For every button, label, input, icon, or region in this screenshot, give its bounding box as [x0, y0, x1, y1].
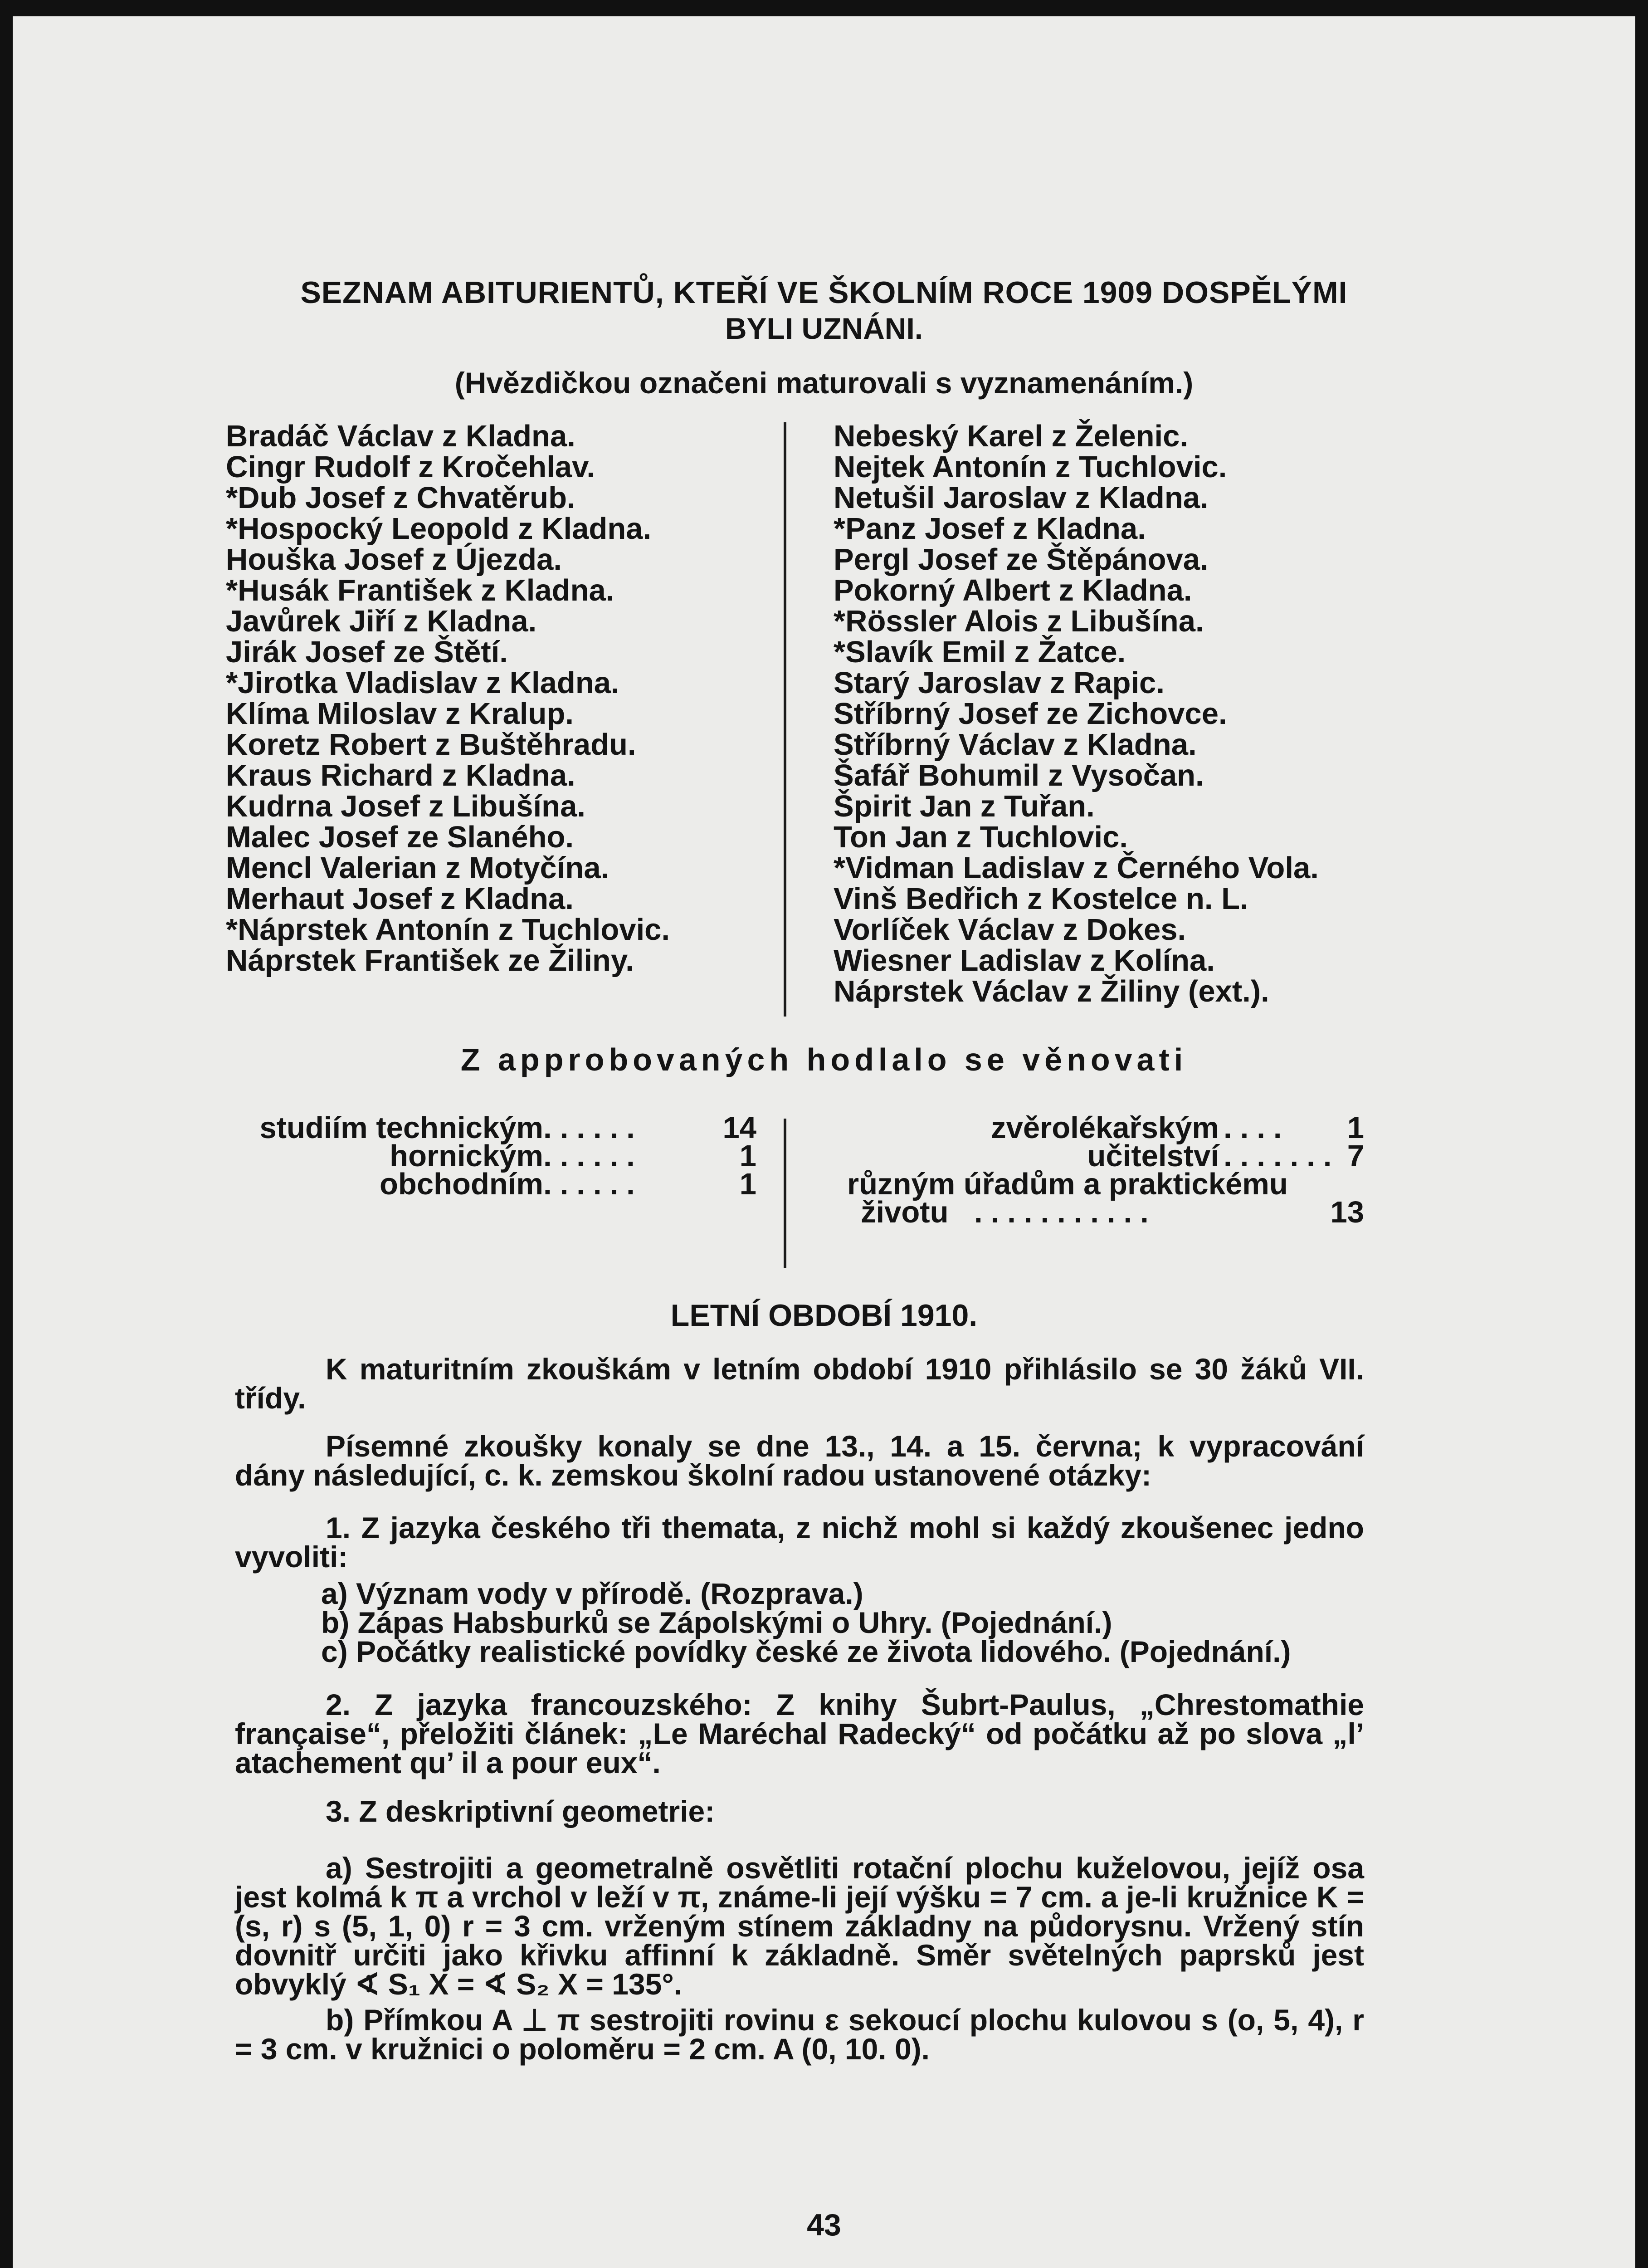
- list-title-continued: BYLI UZNÁNI.: [725, 312, 923, 345]
- list-item: *Vidman Ladislav z Černého Vola.: [834, 851, 1319, 885]
- paragraph-written-exams: Písemné zkoušky konaly se dne 13., 14. a 15. června; k vypracování dány následující, c. k. zemskou školní radou ustanovené otázky:: [235, 1429, 1364, 1492]
- list-item: Šafář Bohumil z Vysočan.: [834, 758, 1204, 792]
- list-item: Malec Josef ze Slaného.: [226, 820, 574, 854]
- list-item: *Dub Josef z Chvatěrub.: [226, 481, 575, 515]
- list-item: Špirit Jan z Tuřan.: [834, 789, 1095, 823]
- stat-value: 1: [739, 1139, 756, 1173]
- list-item: Nebeský Karel z Želenic.: [834, 419, 1189, 453]
- list-title: SEZNAM ABITURIENTŮ, KTEŘÍ VE ŠKOLNÍM ROCE 1909 DOSPĚLÝMI: [300, 275, 1348, 310]
- stat-value: 14: [722, 1111, 756, 1145]
- section-heading: LETNÍ OBDOBÍ 1910.: [670, 1298, 978, 1333]
- stat-dots: ......: [543, 1167, 643, 1201]
- list-item: a) Význam vody v přírodě. (Rozprava.): [321, 1577, 863, 1610]
- list-item: Klíma Miloslav z Kralup.: [226, 697, 574, 731]
- list-item: *Slavík Emil z Žatce.: [834, 635, 1126, 669]
- document-page: [13, 16, 1635, 2268]
- stat-row: [13, 1167, 784, 1201]
- list-item: Stříbrný Josef ze Zichovce.: [834, 697, 1227, 731]
- list-item: Bradáč Václav z Kladna.: [226, 419, 575, 453]
- list-item: Stříbrný Václav z Kladna.: [834, 728, 1197, 762]
- stat-row: [793, 1195, 1364, 1229]
- stat-label: různým úřadům a praktickému: [847, 1167, 1288, 1201]
- stat-value: 1: [1347, 1111, 1364, 1145]
- list-item: Kudrna Josef z Libušína.: [226, 789, 585, 823]
- stat-label: hornickým: [390, 1139, 543, 1173]
- stat-dots: .......: [1224, 1139, 1340, 1173]
- list-item: Kraus Richard z Kladna.: [226, 758, 575, 792]
- paragraph-czech: 1. Z jazyka českého tři themata, z nichž mohl si každý zkoušenec jedno vyvoliti:: [235, 1511, 1364, 1574]
- list-item: Koretz Robert z Buštěhradu.: [226, 728, 636, 762]
- list-item: *Rössler Alois z Libušína.: [834, 604, 1204, 638]
- list-item: *Jirotka Vladislav z Kladna.: [226, 666, 619, 700]
- stat-dots: ...........: [974, 1195, 1157, 1229]
- stat-row: [13, 1111, 784, 1145]
- list-item: *Panz Josef z Kladna.: [834, 512, 1146, 546]
- list-item: Mencl Valerian z Motyčína.: [226, 851, 609, 885]
- page-number: 43: [807, 2208, 841, 2242]
- stat-row: [793, 1111, 1364, 1145]
- czech-themes: [321, 1579, 1291, 1666]
- stat-dots: ......: [543, 1111, 643, 1145]
- stat-label: studiím technickým: [259, 1111, 543, 1145]
- honors-note: (Hvězdičkou označeni maturovali s vyznamenáním.): [454, 366, 1194, 400]
- list-item: *Husák František z Kladna.: [226, 573, 614, 607]
- stat-row: [793, 1139, 1364, 1173]
- list-item: Starý Jaroslav z Rapic.: [834, 666, 1165, 700]
- paragraph-french: 2. Z jazyka francouzského: Z knihy Šubrt-Paulus, „Chrestomathie française“, přeložiti článek: „Le Maréchal Radecký“ od počátku až po slova „l’ atachement qu’ il a pour eux“.: [235, 1688, 1364, 1779]
- column-divider: [784, 422, 786, 1017]
- stat-label: zvěrolékařským: [991, 1111, 1219, 1145]
- list-item: *Hospocký Leopold z Kladna.: [226, 512, 652, 546]
- paragraph-geometry: 3. Z deskriptivní geometrie:: [326, 1794, 715, 1828]
- list-item: Merhaut Josef z Kladna.: [226, 882, 574, 916]
- list-item: Javůrek Jiří z Kladna.: [226, 604, 537, 638]
- list-item: *Náprstek Antonín z Tuchlovic.: [226, 913, 670, 947]
- stat-row: [13, 1139, 784, 1173]
- students-left-column: [226, 421, 670, 976]
- approbation-heading: Z approbovaných hodlalo se věnovati: [460, 1042, 1188, 1077]
- list-item: Jirák Josef ze Štětí.: [226, 635, 508, 669]
- list-item: Netušil Jaroslav z Kladna.: [834, 481, 1209, 515]
- paragraph-geometry-b: b) Přímkou A ⊥ π sestrojiti rovinu ε sekoucí plochu kulovou s (o, 5, 4), r = 3 cm. v kružnici o poloměru = 2 cm. A (0, 10. 0).: [235, 2003, 1364, 2066]
- list-item: Pergl Josef ze Štěpánova.: [834, 543, 1209, 577]
- stat-value: 1: [739, 1167, 756, 1201]
- list-item: b) Zápas Habsburků se Zápolskými o Uhry. (Pojednání.): [321, 1606, 1112, 1639]
- students-right-column: [834, 421, 1319, 1007]
- list-item: Nejtek Antonín z Tuchlovic.: [834, 450, 1227, 484]
- list-item: Houška Josef z Újezda.: [226, 543, 562, 577]
- paragraph-registration: K maturitním zkouškám v letním období 1910 přihlásilo se 30 žáků VII. třídy.: [235, 1352, 1364, 1415]
- stat-label: obchodním: [379, 1167, 543, 1201]
- list-item: Ton Jan z Tuchlovic.: [834, 820, 1128, 854]
- stat-dots: ....: [1224, 1111, 1290, 1145]
- stat-value: 13: [1330, 1195, 1364, 1229]
- list-item: Náprstek František ze Žiliny.: [226, 943, 634, 978]
- list-item: Vorlíček Václav z Dokes.: [834, 913, 1186, 947]
- stat-label: učitelství: [1087, 1139, 1219, 1173]
- stat-value: 7: [1347, 1139, 1364, 1173]
- paragraph-geometry-a: a) Sestrojiti a geometralně osvětliti rotační plochu kuželovou, jejíž osa jest kolmá k π a vrchol v leží v π, známe-li její výšku = 7 cm. a je-li kružnice K = (s, r) s (5, 1, 0) r = 3 cm. vrženým stínem základny na půdorysnu. Vržený stín dovnitř určiti jako křivku affinní k základně. Směr světelných paprsků jest obvyklý ∢ S₁ X = ∢ S₂ X = 135°.: [235, 1851, 1364, 2001]
- list-item: Vinš Bedřich z Kostelce n. L.: [834, 882, 1248, 916]
- stat-label: životu: [861, 1195, 949, 1229]
- stat-dots: ......: [543, 1139, 643, 1173]
- column-divider: [784, 1119, 786, 1268]
- list-item: c) Počátky realistické povídky české ze života lidového. (Pojednání.): [321, 1635, 1291, 1668]
- list-item: Wiesner Ladislav z Kolína.: [834, 943, 1215, 978]
- list-item: Pokorný Albert z Kladna.: [834, 573, 1192, 607]
- list-item: Náprstek Václav z Žiliny (ext.).: [834, 974, 1269, 1008]
- stat-row: [793, 1167, 1364, 1201]
- list-item: Cingr Rudolf z Kročehlav.: [226, 450, 595, 484]
